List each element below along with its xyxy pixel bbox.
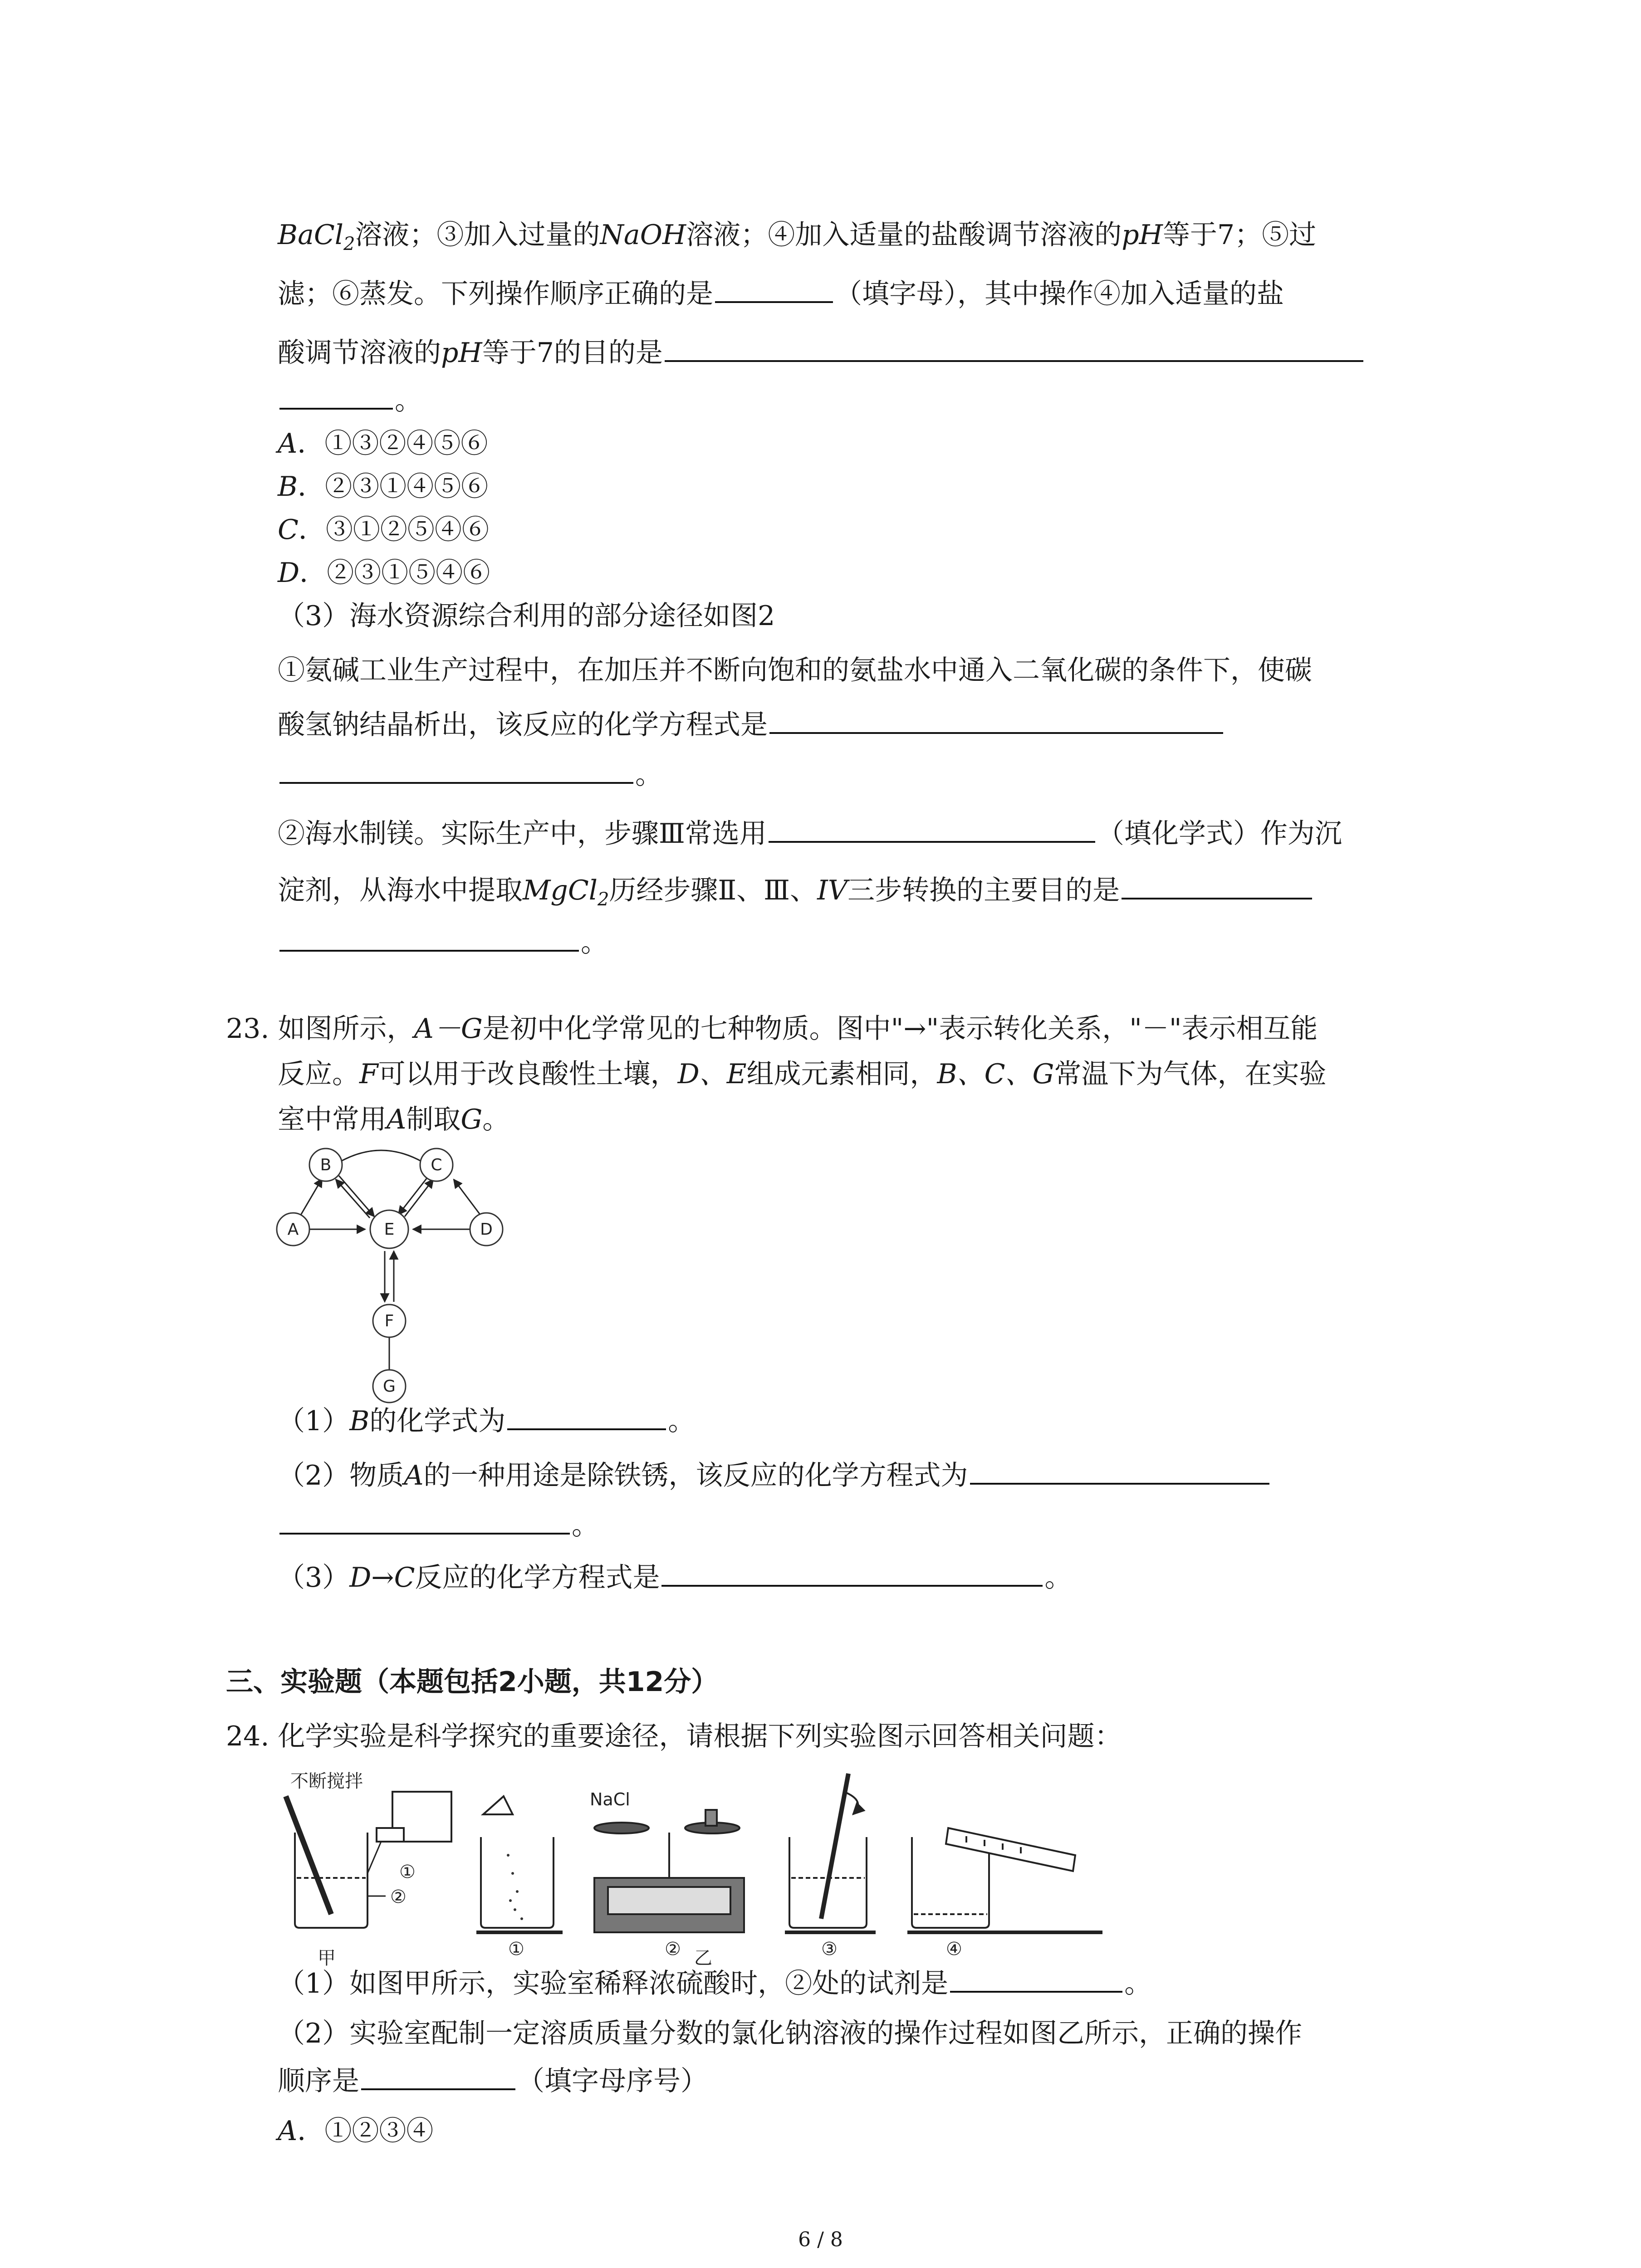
q23-line2: 反应。F可以用于改良酸性土壤，D、E组成元素相同，B、C、G常温下为气体，在实验: [278, 1058, 1327, 1090]
option-d: D．②③①⑤④⑥: [278, 557, 490, 589]
figure-jia: [286, 1771, 451, 1928]
node-label: F: [384, 1312, 394, 1330]
q22-part3-2b: 淀剂，从海水中提取MgCl$_2$历经步骤Ⅱ、Ⅲ、IV三步转换的主要目的是: [278, 873, 1314, 917]
answer-blank[interactable]: [950, 1986, 1122, 1993]
experiment-figure: [277, 1765, 1157, 1973]
node-label: D: [480, 1220, 493, 1239]
q22-line3: 酸调节溶液的pH等于7的目的是: [278, 336, 1365, 370]
answer-blank[interactable]: [279, 1528, 570, 1535]
nacl-label: NaCl: [590, 1789, 630, 1809]
q24-sub2b: 顺序是 （填字母序号）: [278, 2065, 708, 2097]
fig-label: ②: [390, 1887, 407, 1907]
option-b: B．②③①④⑤⑥: [278, 471, 489, 503]
relation-diagram: [272, 1143, 508, 1424]
figure-yi-1: [476, 1796, 563, 1932]
arrow-e-c: [405, 1179, 433, 1217]
glass-rod: [286, 1796, 331, 1914]
answer-blank[interactable]: [769, 728, 1223, 734]
q22-part3-1c: 。: [278, 758, 662, 792]
answer-blank[interactable]: [1122, 893, 1312, 899]
q24-sub2a: （2）实验室配制一定溶质质量分数的氯化钠溶液的操作过程如图乙所示，正确的操作: [278, 2018, 1303, 2049]
node-label: B: [320, 1156, 332, 1174]
answer-blank[interactable]: [665, 356, 1363, 362]
figure-yi-4: [907, 1828, 1102, 1932]
stir-label: 不断搅拌: [290, 1771, 363, 1792]
answer-blank[interactable]: [661, 1580, 1043, 1587]
page-number: 6 / 8: [798, 2228, 843, 2251]
answer-blank[interactable]: [279, 403, 393, 410]
glass-rod-3: [821, 1774, 848, 1919]
node-label: C: [431, 1156, 442, 1174]
figure-yi-3: [785, 1774, 876, 1932]
fig-label: ③: [821, 1939, 838, 1960]
node-label: E: [384, 1220, 395, 1239]
q22-part3-1b: 酸氢钠结晶析出，该反应的化学方程式是: [278, 708, 1225, 742]
q22-part3-2a: ②海水制镁。实际生产中，步骤Ⅲ常选用 （填化学式）作为沉: [278, 818, 1342, 850]
node-label: G: [383, 1377, 396, 1396]
node-label: A: [287, 1220, 299, 1239]
fig-label: 甲: [318, 1948, 336, 1969]
arrow-c-e: [398, 1176, 429, 1215]
q22-line2: 滤；⑥蒸发。下列操作顺序正确的是 （填字母），其中操作④加入适量的盐: [278, 278, 1284, 310]
section-title: 三、实验题（本题包括2小题，共12分）: [226, 1666, 719, 1698]
answer-blank[interactable]: [507, 1424, 666, 1430]
q23-line3: 室中常用A制取G。: [278, 1104, 510, 1135]
answer-blank[interactable]: [715, 297, 833, 303]
q22-line1: BaCl$_2$溶液；③加入过量的NaOH溶液；④加入适量的盐酸调节溶液的pH等于7；⑤过: [278, 219, 1317, 254]
figure-yi-2-balance: [590, 1789, 744, 1932]
q23-line1: 23. 如图所示，A－G是初中化学常见的七种物质。图中"→"表示转化关系，"－"表示相互能: [226, 1013, 1318, 1045]
answer-blank[interactable]: [769, 836, 1095, 843]
answer-blank[interactable]: [970, 1478, 1269, 1485]
beaker-1: [481, 1837, 554, 1928]
q22-part3-2c: 。: [278, 925, 608, 960]
q22-part3-1a: ①氨碱工业生产过程中，在加压并不断向饱和的氨盐水中通入二氧化碳的条件下，使碳: [278, 655, 1312, 686]
measuring-cylinder: [946, 1828, 1075, 1871]
arrow-d-c: [454, 1179, 481, 1216]
arrow-e-b: [336, 1179, 370, 1218]
arrow-b-e: [339, 1176, 374, 1217]
q24-option-a: A．①②③④: [278, 2115, 434, 2147]
answer-blank[interactable]: [279, 777, 633, 784]
q23-sub3: （3）D→C反应的化学方程式是 。: [278, 1562, 1072, 1593]
fig-label: 乙: [694, 1948, 712, 1969]
q22-part3-title: （3）海水资源综合利用的部分途径如图2: [278, 600, 775, 632]
q24-sub1: （1）如图甲所示，实验室稀释浓硫酸时，②处的试剂是 。: [278, 1968, 1152, 1999]
fig-label: ①: [399, 1862, 416, 1882]
q23-sub1: （1）B的化学式为 。: [278, 1405, 696, 1437]
answer-blank[interactable]: [279, 945, 579, 952]
fig-label: ④: [946, 1939, 962, 1960]
q23-sub2-cont: 。: [278, 1508, 599, 1543]
option-c: C．③①②⑤④⑥: [278, 514, 489, 546]
q22-line4: 。: [278, 383, 422, 418]
q24-line1: 24. 化学实验是科学探究的重要途径，请根据下列实验图示回答相关问题：: [226, 1721, 1122, 1752]
q23-sub2: （2）物质A的一种用途是除铁锈，该反应的化学方程式为: [278, 1458, 1271, 1493]
option-a: A．①③②④⑤⑥: [278, 428, 488, 459]
arrow-a-b: [300, 1178, 322, 1216]
link-b-c: [339, 1150, 423, 1162]
answer-blank[interactable]: [361, 2084, 515, 2090]
formula-bacl2: BaCl: [278, 219, 343, 251]
fig-label: ②: [665, 1939, 681, 1960]
fig-label: ①: [508, 1939, 524, 1960]
